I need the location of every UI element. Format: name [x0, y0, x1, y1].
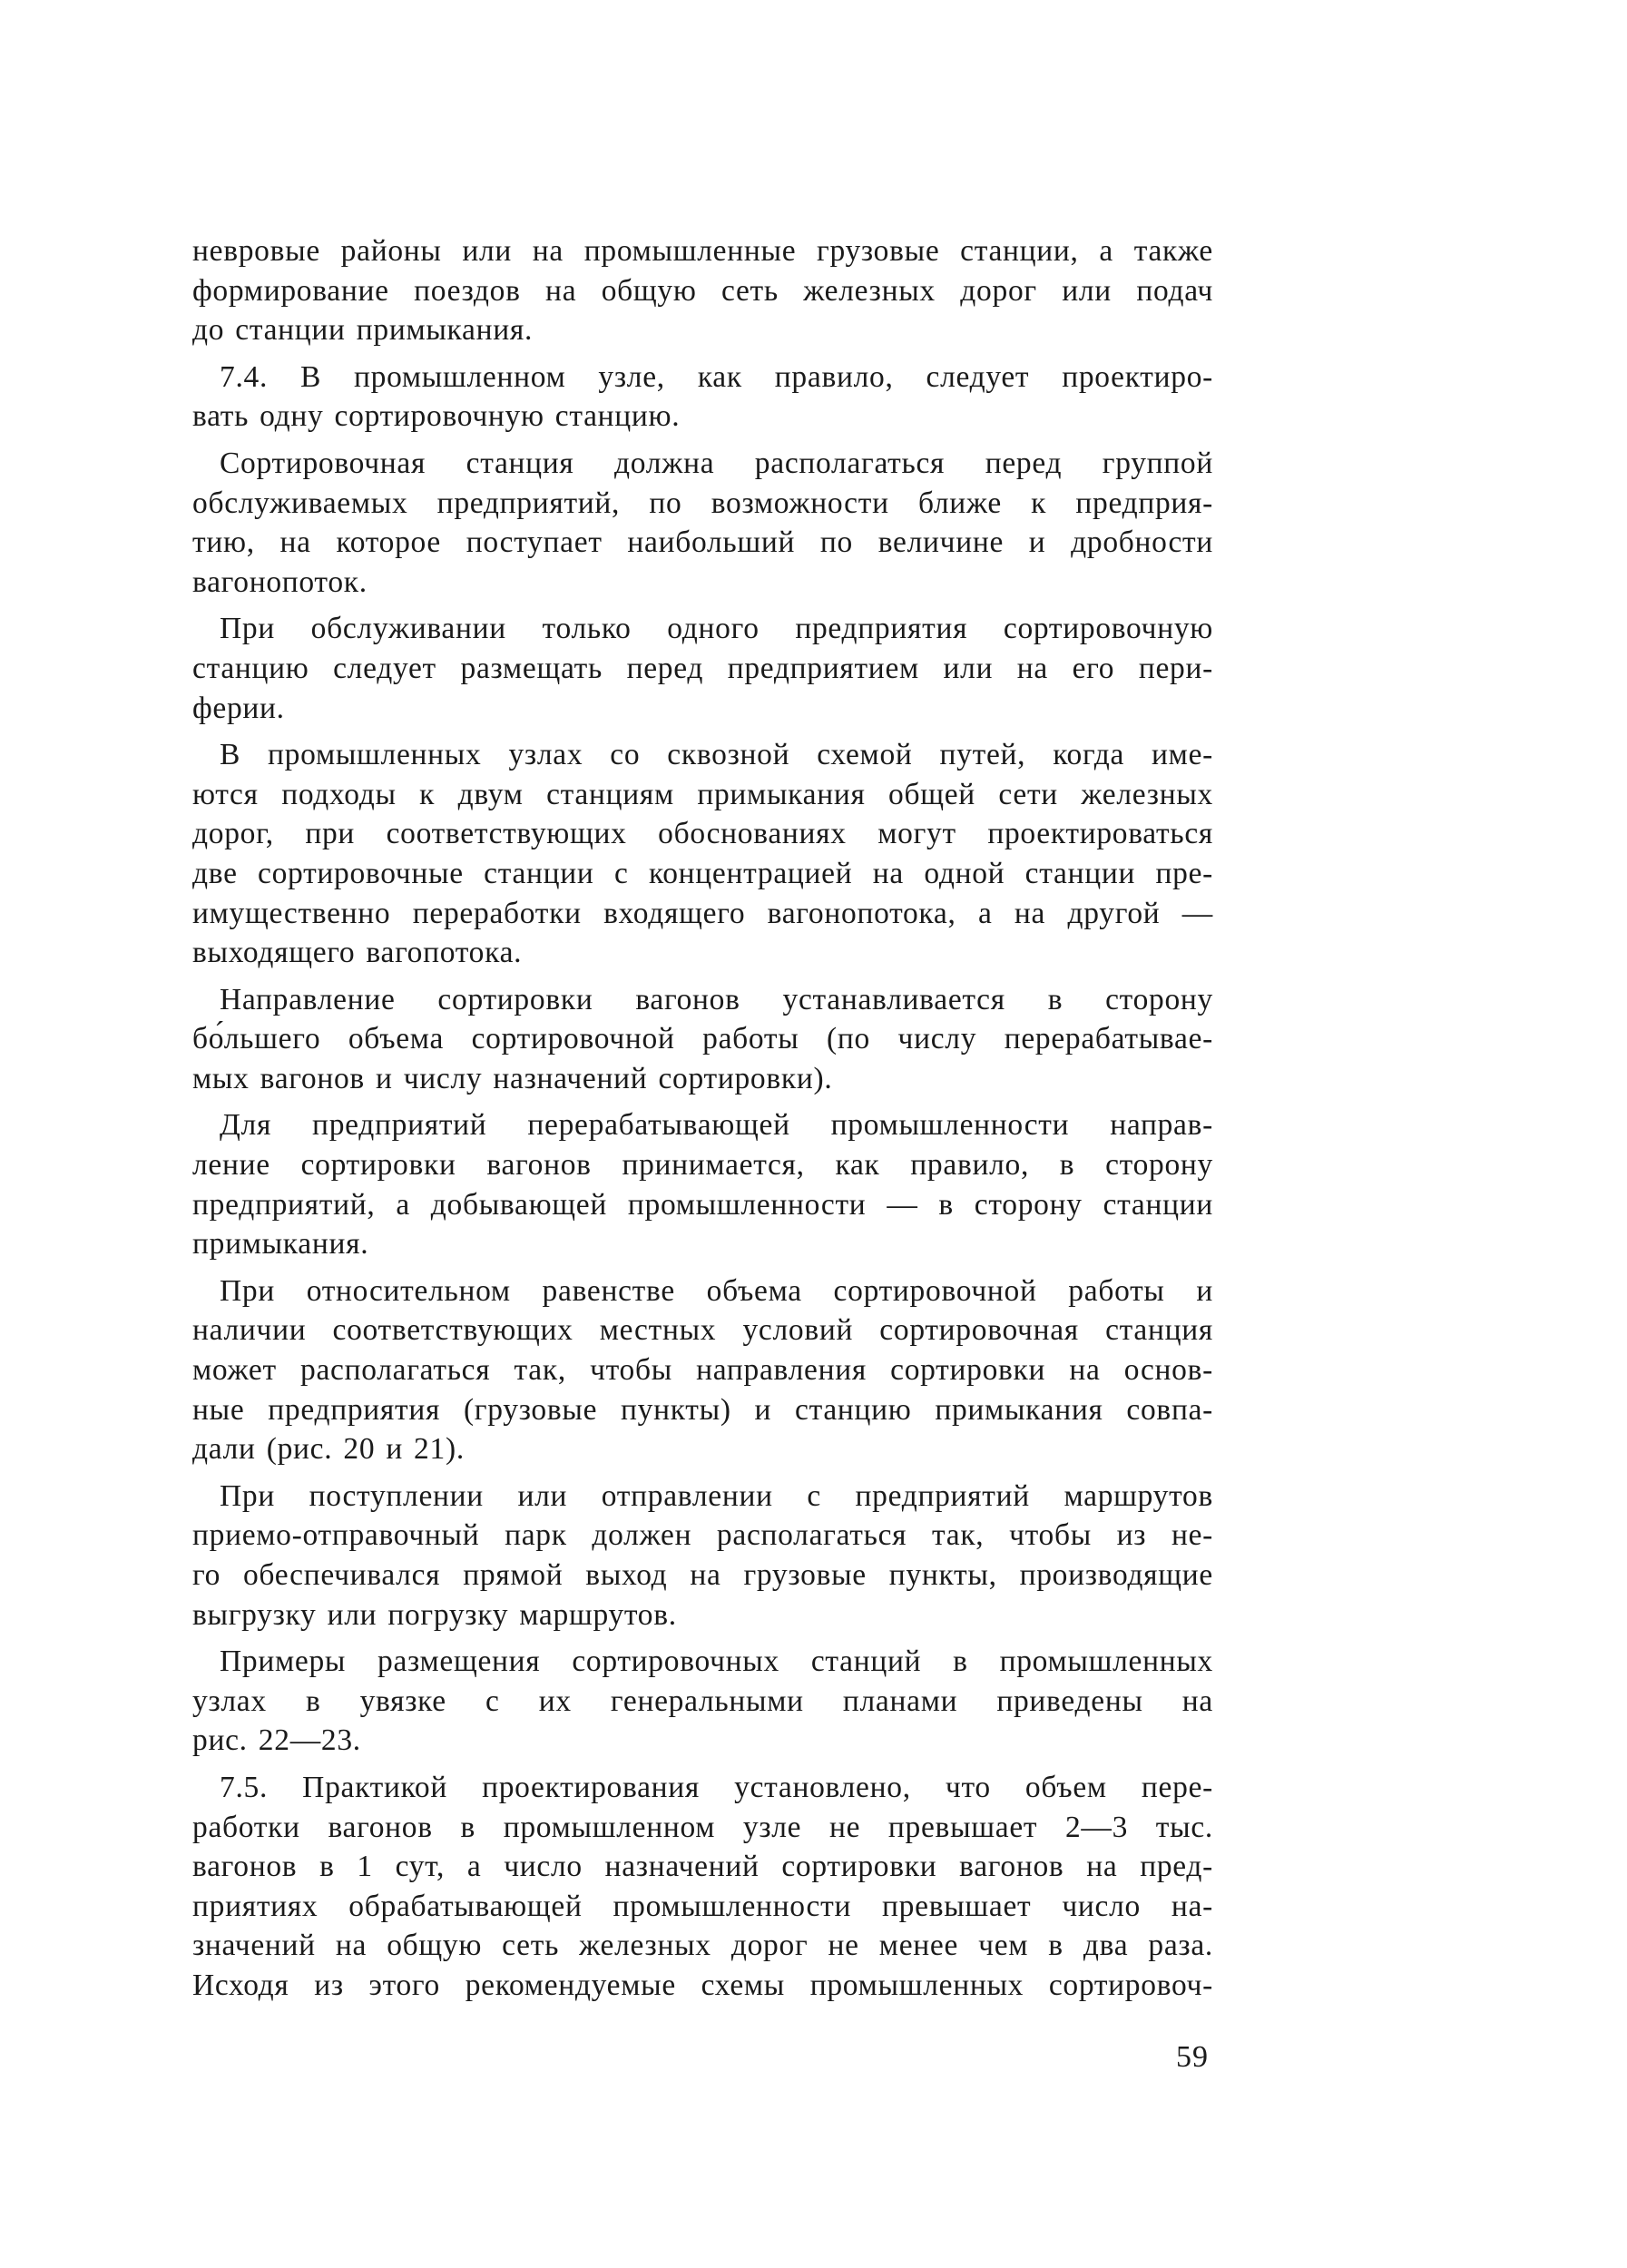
text-line: мых вагонов и числу назначений сортировки). — [192, 1061, 833, 1095]
text-line: 7.4. В промышленном узле, как правило, следует проектиро- — [220, 359, 1213, 394]
text-line: станцию следует размещать перед предприятием или на его пери- — [192, 651, 1213, 685]
paragraph-examples — [192, 1642, 1213, 1761]
text-line: дорог, при соответствующих обоснованиях могут проектироваться — [192, 817, 1213, 851]
text-line: выгрузку или погрузку маршрутов. — [192, 1597, 677, 1632]
text-line: 7.5. Практикой проектирования установлено, что объем пере- — [220, 1770, 1213, 1804]
text-line: работки вагонов в промышленном узле не превышает 2—3 тыс. — [192, 1810, 1213, 1844]
text-line: ление сортировки вагонов принимается, как правило, в сторону — [192, 1148, 1213, 1183]
text-line: рис. 22—23. — [192, 1723, 361, 1758]
text-line: приемо-отправочный парк должен располагаться так, чтобы из не- — [192, 1518, 1213, 1553]
body-text — [192, 231, 1213, 2013]
page-number: 59 — [1176, 2040, 1209, 2074]
text-line: бо́льшего объема сортировочной работы (по числу перерабатывае- — [192, 1022, 1213, 1056]
paragraph-7-5 — [192, 1768, 1213, 2006]
text-line: может располагаться так, чтобы направления сортировки на основ- — [192, 1353, 1213, 1388]
text-line: предприятий, а добывающей промышленности — в сторону станции — [192, 1187, 1213, 1222]
text-line: Для предприятий перерабатывающей промышленности направ- — [220, 1108, 1213, 1143]
text-line: формирование поездов на общую сеть железных дорог или подач — [192, 273, 1213, 308]
text-line: до станции примыкания. — [192, 313, 534, 348]
text-line: Примеры размещения сортировочных станций в промышленных — [220, 1645, 1213, 1679]
paragraph-sorting-station-location — [192, 444, 1213, 602]
text-line: вагонопоток. — [192, 565, 368, 599]
text-line: При обслуживании только одного предприятия сортировочную — [220, 612, 1213, 646]
paragraph-through-scheme — [192, 735, 1213, 973]
text-line: дали (рис. 20 и 21). — [192, 1432, 465, 1467]
text-line: невровые районы или на промышленные грузовые станции, а также — [192, 234, 1213, 268]
text-line: две сортировочные станции с концентрацией на одной станции пре- — [192, 856, 1213, 890]
text-line: значений на общую сеть железных дорог не менее чем в два раза. — [192, 1929, 1213, 1963]
text-line: ются подходы к двум станциям примыкания общей сети железных — [192, 777, 1213, 811]
paragraph-routes — [192, 1477, 1213, 1635]
text-line: приятиях обрабатывающей промышленности превышает число на- — [192, 1889, 1213, 1923]
text-line: При относительном равенстве объема сортировочной работы и — [220, 1273, 1213, 1308]
text-line: Сортировочная станция должна располагаться перед группой — [220, 446, 1213, 480]
text-line: Исходя из этого рекомендуемые схемы промышленных сортировоч- — [192, 1968, 1213, 2002]
paragraph-continuation — [192, 231, 1213, 350]
text-line: узлах в увязке с их генеральными планами приведены на — [192, 1684, 1213, 1718]
text-line: обслуживаемых предприятий, по возможности ближе к предприя- — [192, 486, 1213, 520]
text-line: го обеспечивался прямой выход на грузовые пункты, производящие — [192, 1558, 1213, 1592]
paragraph-single-enterprise — [192, 609, 1213, 728]
text-line: выходящего вагопотока. — [192, 936, 523, 970]
paragraph-relative-equality — [192, 1271, 1213, 1469]
paragraph-processing-industry — [192, 1105, 1213, 1263]
text-line: ные предприятия (грузовые пункты) и станцию примыкания совпа- — [192, 1392, 1213, 1427]
text-line: Направление сортировки вагонов устанавливается в сторону — [220, 982, 1213, 1016]
paragraph-sorting-direction — [192, 980, 1213, 1099]
text-line: наличии соответствующих местных условий сортировочная станция — [192, 1313, 1213, 1348]
text-line: имущественно переработки входящего вагонопотока, а на другой — — [192, 896, 1213, 930]
text-line: вать одну сортировочную станцию. — [192, 399, 681, 434]
text-line: ферии. — [192, 691, 285, 725]
paragraph-7-4 — [192, 358, 1213, 437]
text-line: В промышленных узлах со сквозной схемой путей, когда име- — [220, 738, 1213, 772]
text-line: тию, на которое поступает наибольший по величине и дробности — [192, 525, 1213, 560]
text-line: примыкания. — [192, 1227, 369, 1262]
text-line: При поступлении или отправлении с предприятий маршрутов — [220, 1478, 1213, 1513]
text-line: вагонов в 1 сут, а число назначений сортировки вагонов на пред- — [192, 1850, 1213, 1884]
